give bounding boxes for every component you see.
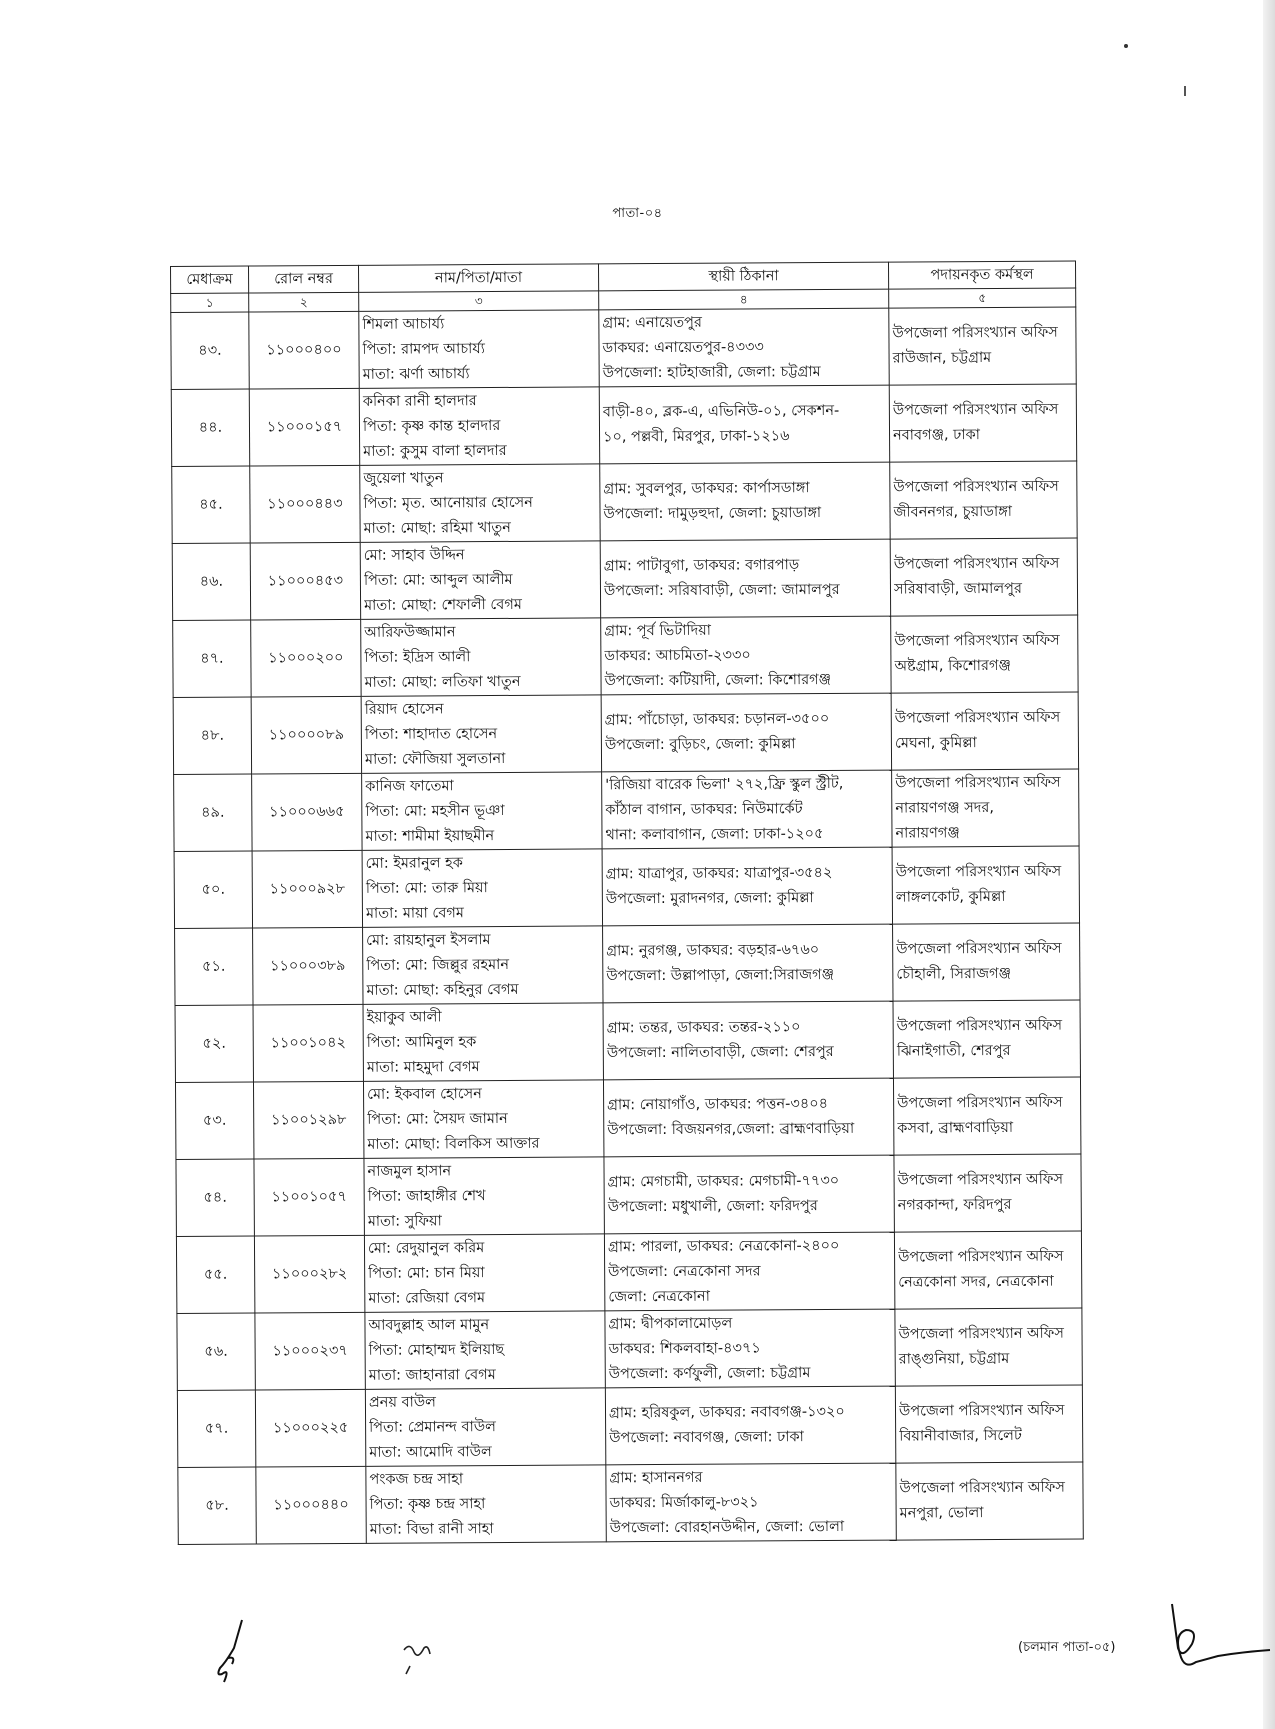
name-line: পিতা: মো: আব্দুল আলীম	[363, 571, 513, 589]
merit-cell: ৫৬.	[177, 1313, 255, 1390]
table-row	[173, 615, 1078, 698]
roll-cell: ১১০০০৩৮৯	[253, 927, 363, 1005]
address-line: উপজেলা: মধুখালী, জেলা: ফরিদপুর	[607, 1198, 818, 1216]
roll-cell: ১১০০০২৮২	[254, 1235, 364, 1313]
merit-cell: ৪৯.	[174, 774, 252, 851]
address-cell	[600, 462, 890, 541]
merit-cell: ৪৮.	[173, 697, 251, 774]
name-line: মো: ইমরানুল হক	[365, 854, 463, 872]
table-row	[174, 769, 1079, 852]
address-cell	[605, 1386, 895, 1465]
name-line: পিতা: আমিনুল হক	[366, 1033, 477, 1051]
name-line: পিতা: মো: চান মিয়া	[368, 1264, 485, 1282]
posting-line: উপজেলা পরিসংখ্যান অফিস	[892, 324, 1058, 342]
address-line: উপজেলা: কর্ণফুলী, জেলা: চট্টগ্রাম	[608, 1364, 811, 1382]
posting-line: উপজেলা পরিসংখ্যান অফিস	[893, 478, 1059, 496]
header-name: নাম/পিতা/মাতা	[358, 264, 598, 292]
address-line: উপজেলা: নেত্রকোনা সদর	[608, 1262, 761, 1280]
address-line: গ্রাম: পারলা, ডাকঘর: নেত্রকোনা-২৪০০	[607, 1237, 840, 1255]
name-line: পংকজ চন্দ্র সাহা	[369, 1470, 464, 1488]
name-line: মাতা: সুফিয়া	[367, 1212, 442, 1230]
posting-line: নারায়ণগঞ্জ সদর,	[895, 799, 995, 817]
name-cell	[364, 1234, 604, 1312]
name-cell	[360, 464, 600, 542]
posting-line: অষ্টগ্রাম, কিশোরগঞ্জ	[894, 657, 1011, 675]
name-line: মাতা: রেজিয়া বেগম	[368, 1289, 486, 1307]
address-line: ডাকঘর: শিকলবাহা-৪৩৭১	[608, 1339, 761, 1357]
address-cell	[603, 1078, 893, 1157]
roll-cell: ১১০০১২৯৮	[253, 1081, 363, 1159]
name-line: মাতা: ফৌজিয়া সুলতানা	[364, 750, 506, 768]
address-line: গ্রাম: পূর্ব ভিটাদিয়া	[604, 622, 712, 639]
address-line: গ্রাম: এনায়েতপুর	[602, 314, 702, 331]
name-line: মো: ইকবাল হোসেন	[367, 1085, 482, 1103]
posting-line: উপজেলা পরিসংখ্যান অফিস	[899, 1479, 1065, 1497]
name-line: জুয়েলা খাতুন	[363, 469, 444, 487]
posting-line: উপজেলা পরিসংখ্যান অফিস	[896, 1017, 1063, 1035]
address-line: জেলা: নেত্রকোনা	[608, 1288, 710, 1305]
address-line: উপজেলা: দামুড়হুদা, জেলা: চুয়াডাঙ্গা	[603, 505, 822, 523]
name-line: মাতা: মায়া বেগম	[365, 904, 464, 922]
roll-cell: ১১০০০৯২৮	[252, 850, 362, 928]
address-line: গ্রাম: পাটাবুগা, ডাকঘর: বগারপাড়	[603, 557, 800, 575]
name-cell	[362, 772, 602, 850]
name-line: মো: রায়হানুল ইসলাম	[366, 931, 491, 949]
address-cell	[603, 1001, 893, 1080]
column-number: ৪	[599, 289, 889, 310]
address-line: গ্রাম: নোয়াগাঁও, ডাকঘর: পত্তন-৩৪০৪	[607, 1095, 829, 1114]
table-row	[175, 923, 1080, 1006]
merit-cell: ৫৪.	[176, 1159, 254, 1236]
address-line: উপজেলা: বোরহানউদ্দীন, জেলা: ভোলা	[609, 1518, 845, 1536]
signature-mark	[1152, 1600, 1272, 1680]
address-cell	[599, 385, 889, 464]
roll-cell: ১১০০০০৮৯	[251, 696, 361, 774]
posting-line: রাউজান, চট্টগ্রাম	[892, 349, 992, 367]
address-line: কাঁঠাল বাগান, ডাকঘর: নিউমার্কেট	[605, 800, 803, 818]
name-cell	[362, 849, 602, 927]
column-number: ৫	[889, 288, 1076, 308]
posting-line: জীবননগর, চুয়াডাঙ্গা	[893, 503, 1013, 521]
address-line: ১০, পল্লবী, মিরপুর, ঢাকা-১২১৬	[603, 428, 790, 446]
name-line: কানিজ ফাতেমা	[365, 777, 454, 795]
table-row	[171, 384, 1076, 467]
merit-cell: ৫৭.	[177, 1390, 255, 1467]
address-line: উপজেলা: নালিতাবাড়ী, জেলা: শেরপুর	[606, 1043, 834, 1062]
posting-line: মনপুরা, ভোলা	[899, 1505, 984, 1522]
name-line: রিয়াদ হোসেন	[364, 700, 444, 718]
name-line: মো: সাহাব উদ্দিন	[363, 546, 465, 564]
name-line: মাতা: মোছা: লতিফা খাতুন	[364, 673, 521, 691]
address-cell	[600, 539, 890, 618]
posting-line: রাঙ্গুনিয়া, চট্টগ্রাম	[898, 1350, 1010, 1368]
name-line: মাতা: আমোদি বাউল	[369, 1443, 492, 1461]
merit-cell: ৫৩.	[175, 1082, 253, 1159]
table-row	[172, 461, 1077, 544]
name-line: পিতা: শাহাদাত হোসেন	[364, 725, 498, 743]
name-line: শিমলা আচার্য্য	[362, 315, 445, 333]
merit-cell: ৫০.	[174, 851, 252, 928]
merit-cell: ৪৬.	[172, 543, 250, 620]
address-line: উপজেলা: সরিষাবাড়ী, জেলা: জামালপুর	[603, 581, 840, 600]
name-line: পিতা: মো: মহসীন ভূঞা	[365, 802, 505, 820]
address-line: উপজেলা: বিজয়নগর,জেলা: ব্রাহ্মণবাড়িয়া	[607, 1120, 855, 1139]
merit-cell: ৪৭.	[173, 620, 251, 697]
name-cell	[360, 541, 600, 619]
header-merit: মেধাক্রম	[171, 266, 249, 293]
initials-mark	[400, 1640, 440, 1680]
name-cell	[366, 1465, 606, 1543]
address-line: গ্রাম: পাঁচোড়া, ডাকঘর: চড়ানল-৩৫০০	[604, 710, 830, 729]
scan-edge-shadow	[1263, 0, 1275, 1729]
posting-cell	[889, 307, 1076, 385]
name-line: পিতা: জাহাঙ্গীর শেখ	[367, 1187, 486, 1205]
posting-cell	[891, 615, 1078, 693]
name-line: মাতা: মাহমুদা বেগম	[366, 1058, 480, 1076]
name-line: আরিফউজ্জামান	[364, 623, 456, 641]
merit-cell: ৫২.	[175, 1005, 253, 1082]
header-roll: রোল নম্বর	[249, 265, 359, 293]
name-line: মাতা: মোছা: শেফালী বেগম	[364, 596, 522, 614]
posting-line: উপজেলা পরিসংখ্যান অফিস	[894, 632, 1060, 650]
posting-cell	[891, 692, 1078, 770]
posting-line: উপজেলা পরিসংখ্যান অফিস	[898, 1248, 1064, 1266]
posting-line: নেত্রকোনা সদর, নেত্রকোনা	[898, 1273, 1054, 1291]
address-line: 'রিজিয়া বারেক ভিলা' ২৭২,ফ্রি স্কুল স্ট্রীট,	[605, 775, 844, 793]
merit-cell: ৫৫.	[176, 1236, 254, 1313]
roll-cell: ১১০০০২২৫	[255, 1389, 365, 1467]
posting-cell	[894, 1231, 1081, 1309]
posting-line: উপজেলা পরিসংখ্যান অফিস	[897, 1094, 1063, 1112]
roll-cell: ১১০০০২৩৭	[255, 1312, 365, 1390]
column-number: ১	[171, 293, 249, 312]
column-number: ৩	[359, 291, 599, 311]
posting-cell	[892, 846, 1079, 924]
name-line: মাতা: ঝর্ণা আচার্য্য	[362, 365, 470, 383]
page-number: পাতা-০৪	[612, 206, 663, 221]
address-line: উপজেলা: হাটহাজারী, জেলা: চট্টগ্রাম	[602, 363, 821, 381]
name-cell	[361, 618, 601, 696]
posting-line: বিয়ানীবাজার, সিলেট	[899, 1427, 1022, 1445]
posting-cell	[893, 1000, 1080, 1078]
continued-note: (চলমান পাতা-০৫)	[1018, 1640, 1116, 1655]
posting-line: উপজেলা পরিসংখ্যান অফিস	[895, 863, 1062, 881]
address-line: উপজেলা: নবাবগঞ্জ, জেলা: ঢাকা	[609, 1429, 804, 1447]
address-line: উপজেলা: উল্লাপাড়া, জেলা:সিরাজগঞ্জ	[606, 966, 835, 985]
name-line: পিতা: মো: জিল্লুর রহমান	[366, 956, 510, 974]
name-line: পিতা: ইদ্রিস আলী	[364, 648, 471, 666]
posting-cell	[896, 1462, 1083, 1540]
roll-cell: ১১০০১০৫৭	[254, 1158, 364, 1236]
name-cell	[361, 695, 601, 773]
name-line: মাতা: মোছা: কহিনুর বেগম	[366, 981, 519, 999]
name-cell	[363, 1003, 603, 1081]
table-row	[176, 1154, 1081, 1237]
name-line: কনিকা রানী হালদার	[362, 392, 477, 410]
name-line: নাজমুল হাসান	[367, 1162, 452, 1180]
name-cell	[364, 1157, 604, 1235]
address-line: ডাকঘর: এনায়েতপুর-৪৩৩৩	[602, 338, 764, 356]
table-row	[175, 1077, 1080, 1160]
name-line: পিতা: প্রেমানন্দ বাউল	[369, 1418, 496, 1436]
table-row	[176, 1231, 1081, 1314]
name-cell	[359, 387, 599, 465]
roll-cell: ১১০০০৪৪৩	[250, 465, 360, 543]
table-row	[177, 1308, 1082, 1391]
address-cell	[602, 847, 892, 926]
posting-cell	[895, 1308, 1082, 1386]
name-line: পিতা: মৃত. আনোয়ার হোসেন	[363, 494, 533, 512]
name-line: মাতা: মোছা: বিলকিস আক্তার	[367, 1135, 540, 1153]
posting-line: নবাবগঞ্জ, ঢাকা	[893, 427, 980, 444]
address-cell	[604, 1155, 894, 1234]
name-cell	[363, 926, 603, 1004]
address-cell	[603, 924, 893, 1003]
name-line: পিতা: মোহাম্মদ ইলিয়াছ	[368, 1341, 505, 1359]
posting-cell	[890, 461, 1077, 539]
posting-line: উপজেলা পরিসংখ্যান অফিস	[898, 1325, 1065, 1343]
address-line: গ্রাম: সুবলপুর, ডাকঘর: কার্পাসডাঙ্গা	[603, 480, 810, 498]
address-cell	[606, 1463, 896, 1542]
roll-cell: ১১০০০২০০	[251, 619, 361, 697]
posting-cell	[895, 1385, 1082, 1463]
table-row	[177, 1385, 1082, 1468]
name-line: মাতা: মোছা: রহিমা খাতুন	[363, 519, 511, 537]
address-line: গ্রাম: হাসাননগর	[609, 1469, 703, 1486]
address-line: ডাকঘর: মির্জাকালু-৮৩২১	[609, 1493, 759, 1511]
roll-cell: ১১০০০১৫৭	[249, 388, 359, 466]
roll-cell: ১১০০০৪০০	[249, 311, 359, 389]
merit-cell: ৪৩.	[171, 312, 249, 389]
name-line: পিতা: কৃষ্ণ কান্ত হালদার	[362, 417, 501, 435]
address-line: গ্রাম: নুরগঞ্জ, ডাকঘর: বড়হার-৬৭৬০	[606, 942, 820, 960]
roll-cell: ১১০০০৪৪০	[256, 1466, 366, 1544]
name-line: পিতা: কৃষ্ণ চন্দ্র সাহা	[369, 1495, 486, 1513]
signature-mark	[212, 1618, 252, 1688]
header-posting: পদায়নকৃত কর্মস্থল	[888, 261, 1075, 289]
merit-cell: ৪৫.	[172, 466, 250, 543]
address-cell	[601, 693, 891, 772]
name-cell	[365, 1311, 605, 1389]
address-cell	[605, 1309, 895, 1388]
table-row	[175, 1000, 1080, 1083]
table-row	[174, 846, 1079, 929]
name-cell	[359, 310, 599, 388]
name-line: মাতা: বিভা রানী সাহা	[369, 1520, 494, 1538]
merit-list-table	[170, 260, 1084, 1545]
address-line: গ্রাম: হরিষকুল, ডাকঘর: নবাবগঞ্জ-১৩২০	[608, 1403, 845, 1422]
name-line: আবদুল্লাহ আল মামুন	[368, 1316, 490, 1334]
posting-line: লাঙ্গলকোট, কুমিল্লা	[895, 888, 1006, 906]
merit-cell: ৪৪.	[171, 389, 249, 466]
address-cell	[601, 616, 891, 695]
table-row	[171, 307, 1076, 390]
address-line: উপজেলা: মুরাদনগর, জেলা: কুমিল্লা	[605, 890, 814, 908]
posting-line: সরিষাবাড়ী, জামালপুর	[893, 580, 1022, 598]
name-cell	[363, 1080, 603, 1158]
address-cell	[602, 770, 892, 849]
name-line: মো: রেদুয়ানুল করিম	[367, 1239, 485, 1257]
name-line: মাতা: জাহানারা বেগম	[368, 1366, 496, 1384]
name-cell	[365, 1388, 605, 1466]
posting-line: উপজেলা পরিসংখ্যান অফিস	[895, 774, 1061, 792]
address-line: গ্রাম: মেগচামী, ডাকঘর: মেগচামী-৭৭৩০	[607, 1172, 840, 1191]
posting-cell	[893, 923, 1080, 1001]
table-row	[173, 692, 1078, 775]
posting-line: উপজেলা পরিসংখ্যান অফিস	[896, 940, 1062, 958]
name-line: পিতা: মো: সৈয়দ জামান	[367, 1110, 508, 1128]
name-line: প্রনয় বাউল	[368, 1393, 437, 1411]
header-address: স্থায়ী ঠিকানা	[598, 262, 888, 291]
posting-cell	[894, 1154, 1081, 1232]
address-line: গ্রাম: দ্বীপকালামোড়ল	[608, 1315, 733, 1332]
posting-line: ঝিনাইগাতী, শেরপুর	[896, 1042, 1011, 1060]
table-row	[172, 538, 1077, 621]
name-line: মাতা: কুসুম বালা হালদার	[363, 442, 507, 460]
posting-cell	[892, 769, 1079, 847]
name-line: পিতা: রামপদ আচার্য্য	[362, 340, 485, 358]
address-line: গ্রাম: তন্তর, ডাকঘর: তন্তর-২১১০	[606, 1019, 801, 1037]
merit-cell: ৫৮.	[178, 1467, 256, 1544]
name-line: পিতা: মো: তারু মিয়া	[365, 879, 488, 897]
posting-line: কসবা, ব্রাহ্মণবাড়িয়া	[897, 1119, 1014, 1137]
address-line: বাড়ী-৪০, ব্লক-এ, এভিনিউ-০১, সেকশন-	[602, 402, 840, 421]
posting-line: নারায়ণগঞ্জ	[895, 824, 960, 842]
scan-speck	[1184, 86, 1186, 96]
posting-line: উপজেলা পরিসংখ্যান অফিস	[893, 555, 1060, 573]
roll-cell: ১১০০১০৪২	[253, 1004, 363, 1082]
posting-line: উপজেলা পরিসংখ্যান অফিস	[898, 1402, 1065, 1420]
name-line: মাতা: শামীমা ইয়াছমীন	[365, 827, 495, 845]
posting-line: চৌহালী, সিরাজগঞ্জ	[896, 965, 1012, 983]
address-cell	[599, 308, 889, 387]
address-line: উপজেলা: বুড়িচং, জেলা: কুমিল্লা	[604, 736, 796, 754]
posting-line: নগরকান্দা, ফরিদপুর	[897, 1196, 1012, 1214]
address-line: উপজেলা: কটিয়াদী, জেলা: কিশোরগঞ্জ	[604, 671, 832, 689]
posting-cell	[889, 384, 1076, 462]
column-number: ২	[249, 292, 359, 312]
roll-cell: ১১০০০৪৫৩	[250, 542, 360, 620]
address-line: গ্রাম: যাত্রাপুর, ডাকঘর: যাত্রাপুর-৩৫৪২	[605, 864, 833, 883]
address-line: ডাকঘর: আচমিতা-২৩৩০	[604, 646, 751, 664]
posting-line: উপজেলা পরিসংখ্যান অফিস	[894, 709, 1061, 727]
posting-line: মেঘনা, কুমিল্লা	[894, 735, 977, 752]
merit-cell: ৫১.	[175, 928, 253, 1005]
posting-cell	[893, 1077, 1080, 1155]
posting-line: উপজেলা পরিসংখ্যান অফিস	[892, 401, 1059, 419]
posting-cell	[890, 538, 1077, 616]
table-row	[178, 1462, 1083, 1545]
posting-line: উপজেলা পরিসংখ্যান অফিস	[897, 1171, 1064, 1189]
address-cell	[604, 1232, 894, 1311]
address-line: থানা: কলাবাগান, জেলা: ঢাকা-১২০৫	[605, 825, 824, 843]
name-line: ইয়াকুব আলী	[366, 1008, 442, 1026]
scan-speck	[1124, 44, 1128, 48]
roll-cell: ১১০০০৬৬৫	[252, 773, 362, 851]
